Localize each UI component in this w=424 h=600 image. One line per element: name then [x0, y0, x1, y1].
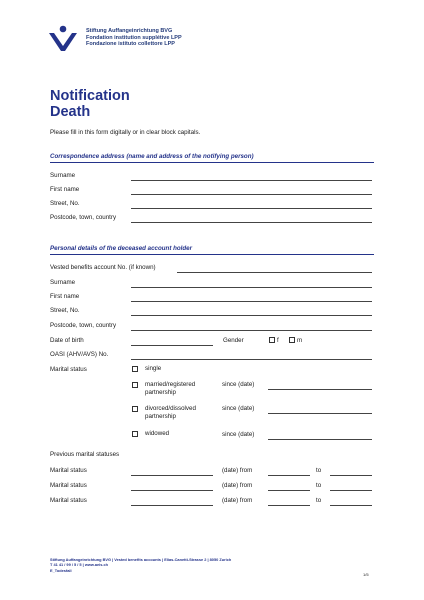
prev-to-label-1: to [316, 467, 322, 474]
gender-m-checkbox[interactable] [289, 337, 295, 343]
corr-postcode-label: Postcode, town, country [50, 214, 117, 221]
prev-to-label-2: to [316, 482, 322, 489]
prev-to-label-3: to [316, 497, 322, 504]
form-title-line1: Notification [50, 88, 130, 104]
page-number: 1/5 [363, 572, 369, 577]
widowed-label: widowed [145, 430, 170, 437]
prev-from-field-2[interactable] [268, 490, 310, 491]
divorced-label-line2: partnership [145, 413, 176, 420]
org-name-fr: Fondation institution supplétive LPP [86, 34, 182, 41]
widowed-since-field[interactable] [268, 439, 372, 440]
prev-status-label-3: Marital status [50, 497, 87, 504]
intro-text: Please fill in this form digitally or in clear block capitals. [50, 129, 201, 136]
gender-m-label: m [297, 337, 303, 344]
oasi-field[interactable] [131, 359, 372, 360]
married-since-label: since (date) [222, 381, 255, 388]
gender-label: Gender [223, 337, 244, 344]
marital-status-label: Marital status [50, 366, 87, 373]
corr-postcode-field[interactable] [131, 222, 372, 223]
form-title-line2: Death [50, 104, 91, 120]
gender-f-checkbox[interactable] [269, 337, 275, 343]
prev-from-label-3: (date) from [222, 497, 253, 504]
logo-dot [60, 26, 67, 33]
divorced-label-line1: divorced/dissolved [145, 405, 196, 412]
prev-status-field-2[interactable] [131, 490, 213, 491]
previous-marital-heading: Previous marital statuses [50, 451, 120, 458]
deceased-street-label: Street, No. [50, 307, 80, 314]
vested-benefits-label: Vested benefits account No. (if known) [50, 264, 156, 271]
section-correspondence-heading: Correspondence address (name and address of the notifying person) [50, 153, 374, 163]
deceased-firstname-label: First name [50, 293, 80, 300]
foundation-logo [48, 24, 78, 54]
corr-street-label: Street, No. [50, 200, 80, 207]
date-of-birth-label: Date of birth [50, 337, 84, 344]
divorced-since-label: since (date) [222, 405, 255, 412]
prev-to-field-1[interactable] [330, 475, 372, 476]
vested-benefits-field[interactable] [177, 272, 372, 273]
date-of-birth-field[interactable] [131, 345, 213, 346]
married-label-line1: married/registered [145, 381, 196, 388]
org-name-it: Fondazione istituto collettore LPP [86, 41, 175, 48]
divorced-since-field[interactable] [268, 413, 372, 414]
married-label [145, 381, 195, 397]
widowed-checkbox[interactable] [132, 431, 138, 437]
single-label: single [145, 365, 162, 372]
page-footer [50, 557, 231, 573]
married-checkbox[interactable] [132, 382, 138, 388]
corr-street-field[interactable] [131, 208, 372, 209]
footer-form-code: E_Todesfall [50, 567, 72, 573]
organisation-names [86, 28, 182, 48]
widowed-since-label: since (date) [222, 431, 255, 438]
form-title [50, 88, 130, 120]
deceased-street-field[interactable] [131, 315, 372, 316]
corr-surname-field[interactable] [131, 180, 372, 181]
deceased-firstname-field[interactable] [131, 301, 372, 302]
section-deceased-heading: Personal details of the deceased account holder [50, 245, 374, 255]
prev-to-field-2[interactable] [330, 490, 372, 491]
prev-status-label-1: Marital status [50, 467, 87, 474]
footer-address: Stiftung Auffangeinrichtung BVG | Vested benefits accounts | Elias-Canetti-Strasse 2 | 8050 Zurich [50, 557, 232, 562]
corr-firstname-field[interactable] [131, 194, 372, 195]
deceased-postcode-field[interactable] [131, 330, 372, 331]
prev-status-field-1[interactable] [131, 475, 213, 476]
deceased-postcode-label: Postcode, town, country [50, 322, 117, 329]
deceased-surname-label: Surname [50, 279, 76, 286]
footer-contact: T 41 41 / 99 / 5 / 5 | www.aeis.ch [50, 562, 109, 568]
married-since-field[interactable] [268, 389, 372, 390]
corr-firstname-label: First name [50, 186, 80, 193]
prev-from-field-3[interactable] [268, 505, 310, 506]
single-checkbox[interactable] [132, 366, 138, 372]
prev-from-field-1[interactable] [268, 475, 310, 476]
prev-to-field-3[interactable] [330, 505, 372, 506]
prev-from-label-2: (date) from [222, 482, 253, 489]
corr-surname-label: Surname [50, 172, 76, 179]
divorced-checkbox[interactable] [132, 406, 138, 412]
deceased-surname-field[interactable] [131, 287, 372, 288]
gender-f-label: f [277, 337, 279, 344]
prev-status-label-2: Marital status [50, 482, 87, 489]
logo-check-mark [49, 33, 77, 51]
org-name-de: Stiftung Auffangeinrichtung BVG [86, 28, 173, 34]
prev-status-field-3[interactable] [131, 505, 213, 506]
divorced-label [145, 405, 196, 421]
prev-from-label-1: (date) from [222, 467, 253, 474]
oasi-label: OASI (AHV/AVS) No. [50, 351, 109, 358]
married-label-line2: partnership [145, 389, 176, 396]
